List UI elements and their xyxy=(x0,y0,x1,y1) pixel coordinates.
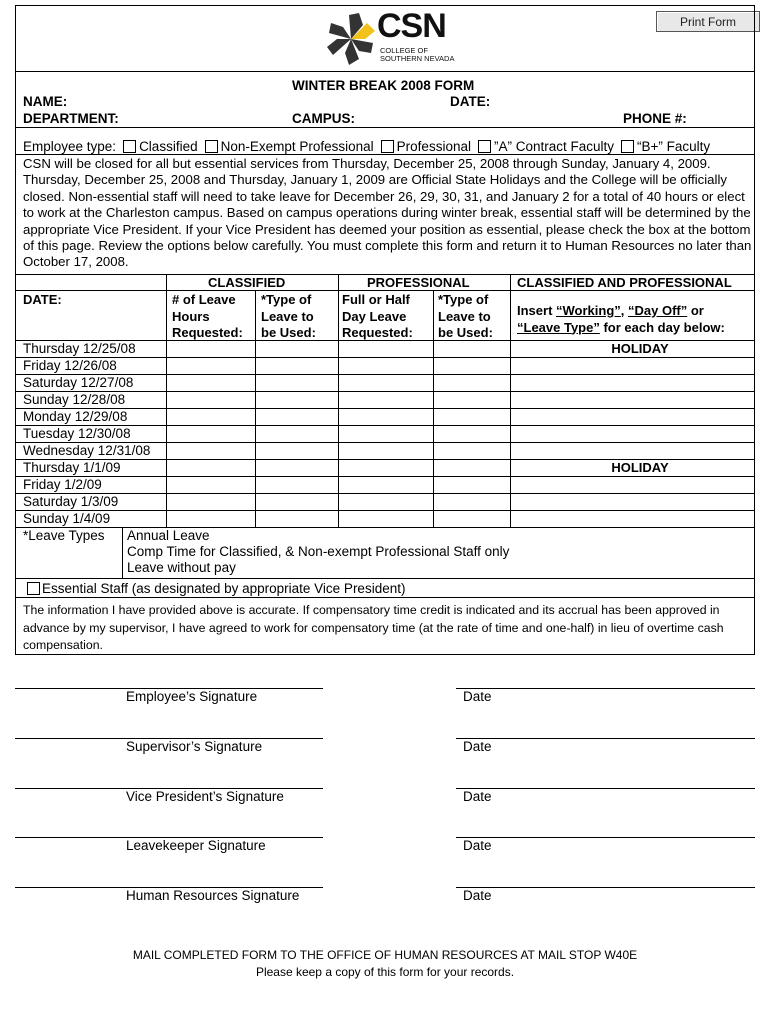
employee-signature-label: Employee’s Signature xyxy=(126,689,258,704)
vp-date-line[interactable] xyxy=(456,788,755,789)
hr-date-label: Date xyxy=(463,888,492,903)
row-date: Sunday 1/4/09 xyxy=(23,511,111,526)
department-field-label[interactable]: DEPARTMENT: xyxy=(23,111,119,126)
leave-types-label: *Leave Types xyxy=(23,528,105,543)
attestation-text: The information I have provided above is accurate. If compensatory time credit is indicated and its accrual has been approved in advance by my supervisor, I have agreed to work for compensatory time (at the rate of time and one-half) in lieu of overtime cash compensation. xyxy=(23,603,724,652)
a-contract-faculty-label: ”A” Contract Faculty xyxy=(493,139,614,154)
professional-header: PROFESSIONAL xyxy=(367,275,470,290)
form-frame xyxy=(15,5,755,655)
supervisor-date-label: Date xyxy=(463,739,492,754)
holiday-label: HOLIDAY xyxy=(611,460,669,475)
classified-header: CLASSIFIED xyxy=(208,275,286,290)
supervisor-date-line[interactable] xyxy=(456,738,755,739)
date-field-label[interactable]: DATE: xyxy=(450,94,491,109)
b-plus-faculty-label: “B+” Faculty xyxy=(637,139,711,154)
row-date: Saturday 12/27/08 xyxy=(23,375,134,390)
row-date: Wednesday 12/31/08 xyxy=(23,443,151,458)
supervisor-signature-label: Supervisor’s Signature xyxy=(126,739,263,754)
insert-instruction-header: Insert “Working”, “Day Off” or “Leave Type” for each day below: xyxy=(517,303,725,335)
print-form-button[interactable]: Print Form xyxy=(656,11,760,32)
closure-notice: CSN will be closed for all but essential services from Thursday, December 25, 2008 through Sunday, January 4, 2009. Thursday, December 25, 2008 and Thursday, January 1, 2009 are Official State Holidays and the College will be officially closed. Non-essential staff will need to take leave for December 26, 29, 30, 31, and January 2 for a total of 40 hours or elect to work at the Charleston campus. Based on campus operations during winter break, essential staff will be determined by the appropriate Vice President. If your Vice President has deemed your position as essential, please check the box at the bottom of this page. Review the options below carefully. You must complete this form and return it to Human Resources no later than October 17, 2008. xyxy=(23,156,752,270)
essential-staff-row xyxy=(24,581,405,596)
campus-field-label[interactable]: CAMPUS: xyxy=(292,111,355,126)
row-date: Thursday 12/25/08 xyxy=(23,341,136,356)
row-date: Tuesday 12/30/08 xyxy=(23,426,131,441)
classified-checkbox[interactable] xyxy=(123,140,136,153)
holiday-label: HOLIDAY xyxy=(611,341,669,356)
professional-option-label: Professional xyxy=(396,139,471,154)
full-half-day-header: Full or Half Day Leave Requested: xyxy=(342,292,413,340)
logo-wordmark: CSN xyxy=(377,7,446,45)
non-exempt-professional-checkbox[interactable] xyxy=(205,140,218,153)
row-date: Monday 12/29/08 xyxy=(23,409,128,424)
employee-date-line[interactable] xyxy=(456,688,755,689)
mail-instruction: MAIL COMPLETED FORM TO THE OFFICE OF HUMAN RESOURCES AT MAIL STOP W40E xyxy=(132,948,638,962)
non-exempt-professional-label: Non-Exempt Professional xyxy=(220,139,374,154)
employee-date-label: Date xyxy=(463,689,492,704)
leavekeeper-signature-label: Leavekeeper Signature xyxy=(126,838,266,853)
employee-type-row xyxy=(23,139,710,154)
row-date: Friday 12/26/08 xyxy=(23,358,117,373)
row-date: Sunday 12/28/08 xyxy=(23,392,126,407)
essential-staff-label: Essential Staff (as designated by appropriate Vice President) xyxy=(42,581,406,596)
a-contract-faculty-checkbox[interactable] xyxy=(478,140,491,153)
classified-leave-type-header: *Type of Leave to be Used: xyxy=(261,292,316,340)
logo-subtitle: COLLEGE OF SOUTHERN NEVADA xyxy=(380,46,455,63)
row-date: Friday 1/2/09 xyxy=(23,477,102,492)
classified-option-label: Classified xyxy=(139,139,198,154)
professional-checkbox[interactable] xyxy=(381,140,394,153)
phone-field-label[interactable]: PHONE #: xyxy=(623,111,687,126)
leave-type-comp-time: Comp Time for Classified, & Non-exempt Professional Staff only xyxy=(127,544,510,559)
b-plus-faculty-checkbox[interactable] xyxy=(621,140,634,153)
essential-staff-checkbox[interactable] xyxy=(27,582,40,595)
leave-type-annual: Annual Leave xyxy=(127,528,210,543)
leave-hours-header: # of Leave Hours Requested: xyxy=(172,292,243,340)
copy-reminder: Please keep a copy of this form for your records. xyxy=(255,965,515,979)
csn-pinwheel-icon xyxy=(323,9,379,71)
header-logo-area xyxy=(16,6,754,72)
classified-and-professional-header: CLASSIFIED AND PROFESSIONAL xyxy=(517,275,732,290)
leavekeeper-date-line[interactable] xyxy=(456,837,755,838)
form-title: WINTER BREAK 2008 FORM xyxy=(292,78,475,93)
row-date: Saturday 1/3/09 xyxy=(23,494,119,509)
row-date: Thursday 1/1/09 xyxy=(23,460,121,475)
csn-logo xyxy=(323,9,463,71)
professional-leave-type-header: *Type of Leave to be Used: xyxy=(438,292,493,340)
leavekeeper-date-label: Date xyxy=(463,838,492,853)
employee-type-label: Employee type: xyxy=(23,139,117,154)
hr-date-line[interactable] xyxy=(456,887,755,888)
name-field-label[interactable]: NAME: xyxy=(23,94,68,109)
vp-signature-label: Vice President’s Signature xyxy=(126,789,284,804)
leave-type-without-pay: Leave without pay xyxy=(127,560,236,575)
date-column-header: DATE: xyxy=(23,292,62,307)
hr-signature-label: Human Resources Signature xyxy=(126,888,300,903)
vp-date-label: Date xyxy=(463,789,492,804)
